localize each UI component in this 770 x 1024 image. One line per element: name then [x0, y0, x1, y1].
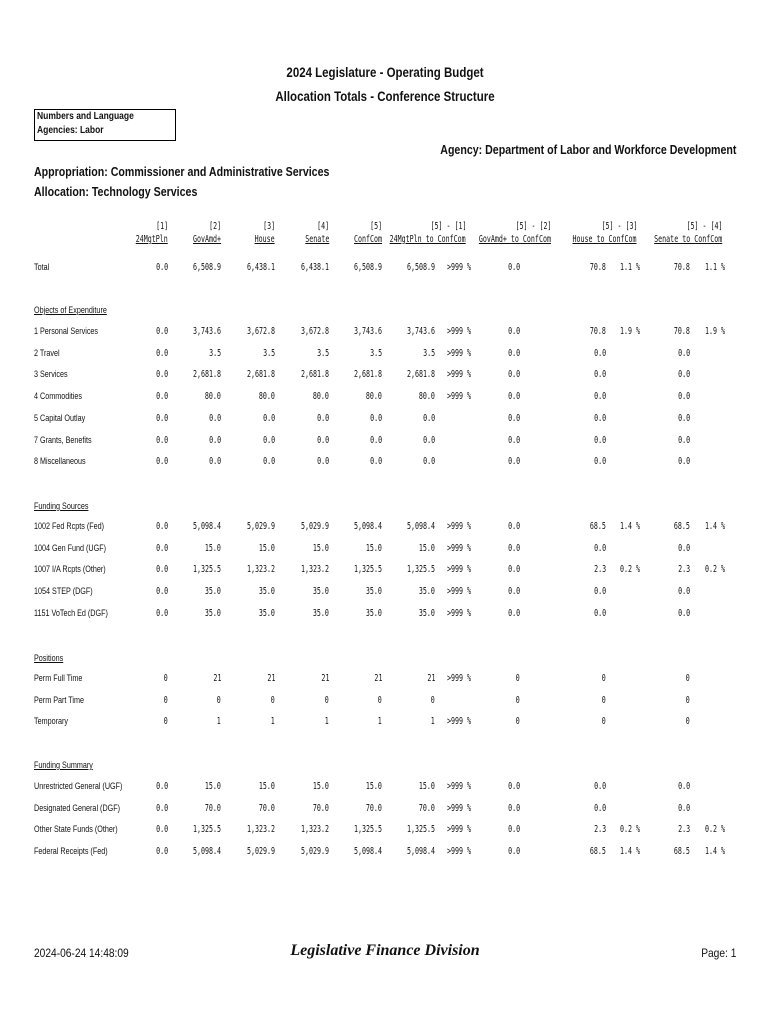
diff-cell: 0.0 — [507, 391, 520, 402]
column-number-header: [1] — [155, 221, 168, 232]
value-cell: 0 — [377, 695, 382, 706]
diff-cell: 0.0 — [507, 521, 520, 532]
footer-division: Legislative Finance Division — [290, 942, 480, 959]
column-name-header: Senate — [304, 234, 329, 245]
column-number-header: [5] - [1] — [429, 221, 466, 232]
section-heading: Objects of Expenditure — [34, 305, 107, 315]
column-number-header: [5] - [4] — [685, 221, 722, 232]
value-cell: 35.0 — [204, 608, 221, 619]
pct-cell: >999 % — [447, 608, 472, 619]
value-cell: 1 — [377, 716, 382, 727]
column-name-header: Senate to ConfCom — [653, 234, 722, 245]
value-cell: 6,508.9 — [192, 262, 221, 273]
value-cell: 35.0 — [365, 586, 382, 597]
value-cell: 80.0 — [258, 391, 275, 402]
diff-cell: 0.0 — [507, 586, 520, 597]
pct-cell: 1.9 % — [620, 326, 641, 337]
pct-cell: >999 % — [447, 543, 472, 554]
value-cell: 80.0 — [365, 391, 382, 402]
pct-cell: 1.9 % — [705, 326, 726, 337]
value-cell: 3.5 — [208, 348, 221, 359]
value-cell: 21 — [266, 673, 275, 684]
diff-cell: 2.3 — [593, 564, 606, 575]
scope-box — [34, 109, 176, 141]
allocation-label: Allocation: Technology Services — [34, 185, 198, 199]
value-cell: 70.0 — [204, 803, 221, 814]
value-cell: 0.0 — [316, 456, 329, 467]
value-cell: 15.0 — [204, 543, 221, 554]
diff-cell: 0.0 — [677, 543, 690, 554]
value-cell: 0.0 — [316, 413, 329, 424]
row-label: 1 Personal Services — [34, 326, 99, 336]
row-label: Temporary — [34, 716, 69, 726]
value-cell: 0.0 — [208, 413, 221, 424]
diff-cell: 0.0 — [507, 413, 520, 424]
diff-cell: 0.0 — [507, 803, 520, 814]
value-cell: 15.0 — [312, 781, 329, 792]
value-cell: 0.0 — [422, 456, 435, 467]
value-cell: 0.0 — [155, 564, 168, 575]
value-cell: 6,438.1 — [246, 262, 275, 273]
footer-timestamp: 2024-06-24 14:48:09 — [34, 946, 129, 960]
row-label: Other State Funds (Other) — [34, 824, 118, 834]
diff-cell: 0 — [601, 695, 606, 706]
diff-cell: 0 — [515, 695, 520, 706]
value-cell: 5,098.4 — [406, 521, 435, 532]
pct-cell: >999 % — [447, 673, 472, 684]
value-cell: 0.0 — [262, 413, 275, 424]
diff-cell: 0.0 — [593, 435, 606, 446]
value-cell: 0.0 — [155, 586, 168, 597]
value-cell: 1,323.2 — [246, 824, 275, 835]
diff-cell: 0.0 — [593, 781, 606, 792]
value-cell: 1,325.5 — [192, 824, 221, 835]
diff-cell: 0.0 — [507, 348, 520, 359]
diff-cell: 0.0 — [507, 543, 520, 554]
pct-cell: >999 % — [447, 803, 472, 814]
value-cell: 15.0 — [365, 781, 382, 792]
agency-label: Agency: Department of Labor and Workforce Development — [439, 143, 736, 157]
diff-cell: 0.0 — [677, 369, 690, 380]
diff-cell: 0.0 — [507, 369, 520, 380]
diff-cell: 0.0 — [593, 543, 606, 554]
value-cell: 80.0 — [312, 391, 329, 402]
value-cell: 21 — [320, 673, 329, 684]
value-cell: 0.0 — [316, 435, 329, 446]
report-title: 2024 Legislature - Operating Budget — [286, 64, 484, 80]
diff-cell: 68.5 — [673, 521, 690, 532]
value-cell: 5,098.4 — [192, 846, 221, 857]
value-cell: 2,681.8 — [406, 369, 435, 380]
row-label: 5 Capital Outlay — [34, 413, 86, 423]
diff-cell: 0 — [601, 673, 606, 684]
value-cell: 5,098.4 — [192, 521, 221, 532]
value-cell: 3,672.8 — [246, 326, 275, 337]
value-cell: 0.0 — [155, 521, 168, 532]
value-cell: 1,325.5 — [406, 824, 435, 835]
pct-cell: >999 % — [447, 564, 472, 575]
pct-cell: >999 % — [447, 348, 472, 359]
value-cell: 3.5 — [369, 348, 382, 359]
value-cell: 35.0 — [418, 608, 435, 619]
pct-cell: 0.2 % — [620, 564, 641, 575]
column-number-header: [5] - [2] — [514, 221, 551, 232]
diff-cell: 0.0 — [507, 456, 520, 467]
value-cell: 0.0 — [155, 435, 168, 446]
value-cell: 0.0 — [262, 435, 275, 446]
value-cell: 0.0 — [369, 435, 382, 446]
pct-cell: >999 % — [447, 521, 472, 532]
value-cell: 1,323.2 — [300, 824, 329, 835]
value-cell: 21 — [426, 673, 435, 684]
diff-cell: 0.0 — [593, 586, 606, 597]
diff-cell: 2.3 — [677, 564, 690, 575]
row-label: 1151 VoTech Ed (DGF) — [34, 608, 108, 618]
value-cell: 70.0 — [418, 803, 435, 814]
scope-box-line2: Agencies: Labor — [37, 125, 104, 136]
row-label: 1054 STEP (DGF) — [34, 586, 93, 596]
value-cell: 21 — [373, 673, 382, 684]
row-label: 1002 Fed Rcpts (Fed) — [34, 521, 105, 531]
diff-cell: 70.8 — [589, 326, 606, 337]
value-cell: 5,029.9 — [300, 521, 329, 532]
column-name-header: House — [254, 234, 275, 245]
value-cell: 15.0 — [365, 543, 382, 554]
value-cell: 5,098.4 — [353, 846, 382, 857]
value-cell: 0 — [163, 673, 168, 684]
diff-cell: 0.0 — [593, 456, 606, 467]
diff-cell: 70.8 — [673, 262, 690, 273]
value-cell: 0.0 — [155, 262, 168, 273]
pct-cell: 1.1 % — [620, 262, 641, 273]
diff-cell: 0.0 — [507, 846, 520, 857]
value-cell: 35.0 — [312, 586, 329, 597]
report-subtitle: Allocation Totals - Conference Structure — [275, 88, 495, 104]
section-heading: Funding Summary — [34, 760, 93, 770]
value-cell: 0.0 — [155, 608, 168, 619]
value-cell: 3.5 — [422, 348, 435, 359]
diff-cell: 0.0 — [677, 413, 690, 424]
value-cell: 0 — [216, 695, 221, 706]
diff-cell: 0.0 — [593, 348, 606, 359]
value-cell: 80.0 — [418, 391, 435, 402]
row-label: 8 Miscellaneous — [34, 456, 86, 466]
diff-cell: 0 — [685, 673, 690, 684]
row-label: 4 Commodities — [34, 391, 83, 401]
diff-cell: 0.0 — [507, 824, 520, 835]
diff-cell: 0.0 — [677, 348, 690, 359]
section-heading: Positions — [34, 653, 64, 663]
diff-cell: 68.5 — [589, 846, 606, 857]
value-cell: 0.0 — [422, 413, 435, 424]
diff-cell: 68.5 — [589, 521, 606, 532]
value-cell: 1,325.5 — [353, 824, 382, 835]
pct-cell: 1.4 % — [705, 521, 726, 532]
column-name-header: 24MgtPln to ConfCom — [389, 234, 466, 245]
pct-cell: 1.1 % — [705, 262, 726, 273]
value-cell: 3,743.6 — [353, 326, 382, 337]
value-cell: 2,681.8 — [192, 369, 221, 380]
diff-cell: 0.0 — [677, 803, 690, 814]
value-cell: 0.0 — [155, 326, 168, 337]
pct-cell: >999 % — [447, 262, 472, 273]
value-cell: 0.0 — [155, 391, 168, 402]
value-cell: 80.0 — [204, 391, 221, 402]
column-number-header: [5] - [3] — [600, 221, 637, 232]
value-cell: 6,508.9 — [406, 262, 435, 273]
column-number-header: [3] — [262, 221, 275, 232]
value-cell: 0.0 — [155, 369, 168, 380]
value-cell: 70.0 — [312, 803, 329, 814]
value-cell: 0 — [163, 695, 168, 706]
value-cell: 2,681.8 — [246, 369, 275, 380]
diff-cell: 0.0 — [593, 803, 606, 814]
row-label: 3 Services — [34, 369, 68, 379]
footer-page-number: Page: 1 — [700, 946, 736, 960]
value-cell: 0 — [324, 695, 329, 706]
value-cell: 35.0 — [258, 586, 275, 597]
value-cell: 1 — [270, 716, 275, 727]
value-cell: 5,098.4 — [406, 846, 435, 857]
diff-cell: 0 — [601, 716, 606, 727]
diff-cell: 0 — [515, 673, 520, 684]
value-cell: 3,672.8 — [300, 326, 329, 337]
diff-cell: 0 — [685, 695, 690, 706]
diff-cell: 0.0 — [593, 369, 606, 380]
value-cell: 2,681.8 — [353, 369, 382, 380]
section-heading: Funding Sources — [34, 501, 89, 511]
pct-cell: 1.4 % — [620, 521, 641, 532]
value-cell: 3.5 — [262, 348, 275, 359]
value-cell: 35.0 — [365, 608, 382, 619]
value-cell: 5,029.9 — [300, 846, 329, 857]
diff-cell: 0.0 — [507, 781, 520, 792]
value-cell: 15.0 — [204, 781, 221, 792]
row-label: Perm Full Time — [34, 673, 83, 683]
pct-cell: >999 % — [447, 824, 472, 835]
value-cell: 35.0 — [204, 586, 221, 597]
pct-cell: 0.2 % — [705, 564, 726, 575]
value-cell: 3.5 — [316, 348, 329, 359]
value-cell: 0.0 — [369, 456, 382, 467]
value-cell: 6,508.9 — [353, 262, 382, 273]
value-cell: 5,098.4 — [353, 521, 382, 532]
value-cell: 0.0 — [155, 781, 168, 792]
diff-cell: 0.0 — [677, 781, 690, 792]
value-cell: 5,029.9 — [246, 846, 275, 857]
pct-cell: >999 % — [447, 846, 472, 857]
diff-cell: 0.0 — [507, 262, 520, 273]
diff-cell: 0.0 — [593, 413, 606, 424]
pct-cell: 0.2 % — [705, 824, 726, 835]
value-cell: 0 — [430, 695, 435, 706]
value-cell: 35.0 — [312, 608, 329, 619]
value-cell: 0.0 — [369, 413, 382, 424]
value-cell: 3,743.6 — [406, 326, 435, 337]
pct-cell: 1.4 % — [620, 846, 641, 857]
value-cell: 0.0 — [155, 456, 168, 467]
value-cell: 15.0 — [258, 543, 275, 554]
value-cell: 0 — [270, 695, 275, 706]
pct-cell: >999 % — [447, 391, 472, 402]
diff-cell: 0.0 — [593, 608, 606, 619]
pct-cell: >999 % — [447, 369, 472, 380]
value-cell: 0.0 — [155, 824, 168, 835]
column-number-header: [5] — [369, 221, 382, 232]
row-label: 1007 I/A Rcpts (Other) — [34, 564, 106, 574]
row-label: Federal Receipts (Fed) — [34, 846, 108, 856]
value-cell: 5,029.9 — [246, 521, 275, 532]
row-label: Unrestricted General (UGF) — [34, 781, 123, 791]
pct-cell: 0.2 % — [620, 824, 641, 835]
pct-cell: >999 % — [447, 586, 472, 597]
value-cell: 0.0 — [208, 435, 221, 446]
row-label: 1004 Gen Fund (UGF) — [34, 543, 107, 553]
value-cell: 15.0 — [312, 543, 329, 554]
row-label: 7 Grants, Benefits — [34, 435, 92, 445]
pct-cell: 1.4 % — [705, 846, 726, 857]
pct-cell: >999 % — [447, 781, 472, 792]
value-cell: 35.0 — [258, 608, 275, 619]
value-cell: 0.0 — [155, 543, 168, 554]
diff-cell: 0 — [515, 716, 520, 727]
diff-cell: 0.0 — [677, 608, 690, 619]
row-label: Perm Part Time — [34, 695, 85, 705]
value-cell: 35.0 — [418, 586, 435, 597]
column-name-header: GovAmd+ — [192, 234, 221, 245]
value-cell: 21 — [212, 673, 221, 684]
diff-cell: 0.0 — [593, 391, 606, 402]
diff-cell: 0.0 — [677, 435, 690, 446]
value-cell: 1,325.5 — [406, 564, 435, 575]
diff-cell: 0.0 — [677, 456, 690, 467]
diff-cell: 2.3 — [677, 824, 690, 835]
value-cell: 0.0 — [262, 456, 275, 467]
value-cell: 0.0 — [155, 348, 168, 359]
column-name-header: House to ConfCom — [572, 234, 637, 245]
value-cell: 1,325.5 — [353, 564, 382, 575]
value-cell: 3,743.6 — [192, 326, 221, 337]
diff-cell: 0.0 — [507, 564, 520, 575]
value-cell: 1,323.2 — [246, 564, 275, 575]
row-label-total: Total — [34, 262, 50, 272]
diff-cell: 70.8 — [589, 262, 606, 273]
appropriation-label: Appropriation: Commissioner and Administrative Services — [34, 165, 330, 179]
value-cell: 70.0 — [365, 803, 382, 814]
value-cell: 0.0 — [155, 803, 168, 814]
pct-cell: >999 % — [447, 326, 472, 337]
value-cell: 0.0 — [155, 413, 168, 424]
pct-cell: >999 % — [447, 716, 472, 727]
column-name-header: GovAmd+ to ConfCom — [478, 234, 551, 245]
value-cell: 0 — [163, 716, 168, 727]
column-name-header: 24MgtPln — [135, 234, 168, 245]
diff-cell: 0.0 — [677, 391, 690, 402]
diff-cell: 2.3 — [593, 824, 606, 835]
value-cell: 15.0 — [258, 781, 275, 792]
column-name-header: ConfCom — [353, 234, 382, 245]
diff-cell: 0.0 — [677, 586, 690, 597]
value-cell: 0.0 — [155, 846, 168, 857]
column-number-header: [4] — [316, 221, 329, 232]
value-cell: 0.0 — [208, 456, 221, 467]
diff-cell: 68.5 — [673, 846, 690, 857]
value-cell: 1 — [430, 716, 435, 727]
value-cell: 15.0 — [418, 543, 435, 554]
value-cell: 1 — [324, 716, 329, 727]
diff-cell: 0.0 — [507, 608, 520, 619]
row-label: 2 Travel — [34, 348, 60, 358]
value-cell: 0.0 — [422, 435, 435, 446]
value-cell: 6,438.1 — [300, 262, 329, 273]
diff-cell: 70.8 — [673, 326, 690, 337]
value-cell: 15.0 — [418, 781, 435, 792]
diff-cell: 0.0 — [507, 326, 520, 337]
value-cell: 1,323.2 — [300, 564, 329, 575]
row-label: Designated General (DGF) — [34, 803, 121, 813]
value-cell: 1,325.5 — [192, 564, 221, 575]
value-cell: 1 — [216, 716, 221, 727]
value-cell: 2,681.8 — [300, 369, 329, 380]
diff-cell: 0.0 — [507, 435, 520, 446]
value-cell: 70.0 — [258, 803, 275, 814]
scope-box-line1: Numbers and Language — [37, 111, 134, 122]
diff-cell: 0 — [685, 716, 690, 727]
column-number-header: [2] — [208, 221, 221, 232]
